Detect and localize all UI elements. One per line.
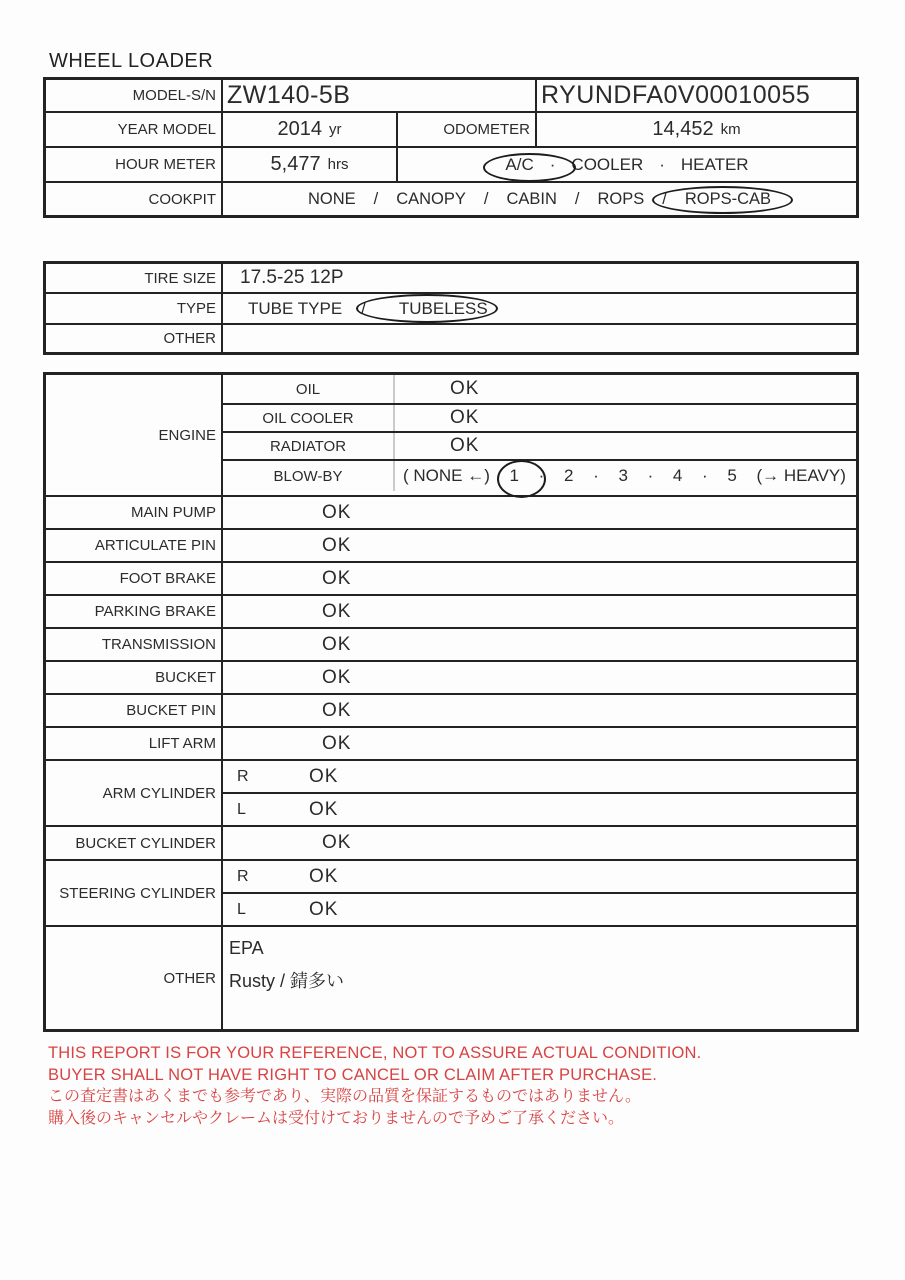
ok-value: OK	[450, 407, 480, 428]
option-rops: ROPS	[597, 189, 645, 208]
odometer-unit: km	[720, 121, 741, 138]
ok-value: OK	[322, 501, 352, 523]
engine-blow-by-row	[223, 461, 856, 491]
main-pump-value	[223, 497, 856, 528]
separator-slash: /	[361, 298, 366, 318]
option-tubeless: TUBELESS	[398, 298, 488, 318]
bucket-cylinder-row	[46, 827, 856, 861]
blow-by-scale	[395, 461, 856, 491]
blow-by-level-2: 2	[564, 466, 574, 485]
aircon-options	[398, 148, 856, 183]
steering-cylinder-left-row	[223, 894, 856, 925]
radiator-label: RADIATOR	[223, 433, 395, 459]
blow-by-level-5: 5	[727, 466, 737, 485]
cockpit-label: COOKPIT	[46, 183, 223, 215]
ok-value: OK	[322, 633, 352, 655]
separator-slash: /	[574, 189, 580, 208]
blow-by-level-3: 3	[618, 466, 628, 485]
arm-cylinder-block	[46, 761, 856, 827]
other-label: OTHER	[46, 927, 223, 1029]
lift-arm-value	[223, 728, 856, 759]
blow-by-level-1: 1	[509, 466, 520, 485]
bucket-cylinder-value	[223, 827, 856, 859]
steering-cylinder-label: STEERING CYLINDER	[46, 861, 223, 925]
inspection-table	[43, 372, 859, 1032]
hour-number: 5,477	[270, 153, 321, 175]
table-row	[46, 497, 856, 530]
year-number: 2014	[277, 118, 322, 140]
ok-value: OK	[322, 699, 352, 721]
bucket-cylinder-label: BUCKET CYLINDER	[46, 827, 223, 859]
serial-number-value: RYUNDFA0V00010055	[537, 80, 856, 113]
option-cooler: COOLER	[571, 154, 644, 174]
ok-value: OK	[450, 435, 480, 456]
bucket-value	[223, 662, 856, 693]
option-heater: HEATER	[680, 154, 749, 174]
articulate-pin-value	[223, 530, 856, 561]
table-row	[46, 695, 856, 728]
foot-brake-value	[223, 563, 856, 594]
tire-type-options	[223, 294, 856, 323]
cockpit-options	[223, 183, 856, 215]
page-title: WHEEL LOADER	[49, 50, 214, 72]
tire-size-label: TIRE SIZE	[46, 264, 223, 292]
left-label: L	[237, 900, 246, 918]
ok-value: OK	[322, 600, 352, 622]
tire-size-value: 17.5-25 12P	[240, 267, 344, 288]
arm-cylinder-label: ARM CYLINDER	[46, 761, 223, 825]
option-cabin: CABIN	[506, 189, 557, 208]
steering-cylinder-right-row	[223, 861, 856, 894]
transmission-label: TRANSMISSION	[46, 629, 223, 660]
arm-cylinder-subrows	[223, 761, 856, 825]
separator-slash: /	[483, 189, 489, 208]
engine-oil-cooler-row	[223, 405, 856, 433]
engine-label: ENGINE	[46, 375, 223, 495]
transmission-value	[223, 629, 856, 660]
model-sn-label: MODEL-S/N	[46, 80, 223, 113]
left-label: L	[237, 800, 246, 818]
ok-value: OK	[309, 798, 339, 820]
main-pump-label: MAIN PUMP	[46, 497, 223, 528]
oil-value	[395, 375, 856, 403]
table-row	[46, 629, 856, 662]
engine-block	[46, 375, 856, 497]
bucket-pin-label: BUCKET PIN	[46, 695, 223, 726]
disclaimer-line-3: この査定書はあくまでも参考であり、実際の品質を保証するものではありません。	[48, 1088, 641, 1105]
separator-dot: ·	[538, 466, 545, 485]
blow-by-heavy-end: (→ HEAVY)	[756, 466, 846, 485]
ok-value: OK	[322, 567, 352, 589]
steering-cylinder-subrows	[223, 861, 856, 925]
year-model-label: YEAR MODEL	[46, 113, 223, 148]
oil-label: OIL	[223, 375, 395, 403]
table-row	[46, 662, 856, 695]
oil-cooler-label: OIL COOLER	[223, 405, 395, 431]
blow-by-none-end: ( NONE ←)	[403, 466, 490, 485]
parking-brake-label: PARKING BRAKE	[46, 596, 223, 627]
ok-value: OK	[322, 666, 352, 688]
separator-slash: /	[373, 189, 379, 208]
arm-cylinder-left-row	[223, 794, 856, 825]
tire-other-value	[223, 325, 856, 352]
ok-value: OK	[309, 898, 339, 920]
engine-radiator-row	[223, 433, 856, 461]
separator-dot: ·	[647, 466, 654, 485]
tire-other-label: OTHER	[46, 325, 223, 352]
option-canopy: CANOPY	[396, 189, 466, 208]
model-value: ZW140-5B	[223, 80, 537, 113]
ok-value: OK	[309, 865, 339, 887]
disclaimer-line-2: BUYER SHALL NOT HAVE RIGHT TO CANCEL OR CLAIM AFTER PURCHASE.	[48, 1066, 658, 1084]
option-ac: A/C	[505, 154, 534, 174]
ok-value: OK	[309, 765, 339, 787]
disclaimer-line-4: 購入後のキャンセルやクレームは受付けておりませんので予めご了承ください。	[48, 1110, 625, 1127]
disclaimer-line-1: THIS REPORT IS FOR YOUR REFERENCE, NOT TO ASSURE ACTUAL CONDITION.	[48, 1044, 702, 1062]
other-notes-block	[46, 927, 856, 1029]
oil-cooler-value	[395, 405, 856, 431]
hour-unit: hrs	[327, 156, 349, 173]
right-label: R	[237, 867, 249, 885]
year-unit: yr	[329, 121, 342, 138]
other-notes	[223, 927, 856, 1029]
hour-meter-value	[223, 148, 398, 183]
blow-by-label: BLOW-BY	[223, 461, 395, 491]
ok-value: OK	[322, 534, 352, 556]
lift-arm-label: LIFT ARM	[46, 728, 223, 759]
tire-type-row	[46, 294, 856, 325]
table-row	[46, 563, 856, 596]
table-row	[46, 530, 856, 563]
table-row	[46, 596, 856, 629]
engine-oil-row	[223, 375, 856, 405]
option-rops-cab: ROPS-CAB	[684, 189, 772, 208]
parking-brake-value	[223, 596, 856, 627]
bucket-label: BUCKET	[46, 662, 223, 693]
tire-size-row	[46, 264, 856, 294]
machine-header-table	[43, 77, 859, 218]
odometer-number: 14,452	[652, 118, 714, 140]
year-model-value	[223, 113, 398, 148]
other-note-epa: EPA	[229, 938, 264, 958]
blow-by-level-4: 4	[672, 466, 683, 485]
articulate-pin-label: ARTICULATE PIN	[46, 530, 223, 561]
engine-subrows	[223, 375, 856, 495]
ok-value: OK	[322, 732, 352, 754]
arm-cylinder-right-row	[223, 761, 856, 794]
ok-value: OK	[450, 378, 480, 399]
odometer-label: ODOMETER	[398, 113, 537, 148]
foot-brake-label: FOOT BRAKE	[46, 563, 223, 594]
odometer-value	[537, 113, 856, 148]
separator-slash: /	[662, 189, 667, 208]
right-label: R	[237, 767, 249, 785]
steering-cylinder-block	[46, 861, 856, 927]
disclaimer	[48, 1042, 701, 1130]
tire-type-label: TYPE	[46, 294, 223, 323]
ok-value: OK	[322, 832, 352, 853]
other-note-rusty: Rusty / 錆多い	[229, 971, 345, 991]
separator-dot: ·	[659, 154, 665, 174]
tire-other-row	[46, 325, 856, 352]
bucket-pin-value	[223, 695, 856, 726]
separator-dot: ·	[593, 466, 599, 485]
separator-dot: ·	[549, 154, 556, 174]
table-row	[46, 728, 856, 761]
option-none: NONE	[307, 189, 356, 208]
hour-meter-label: HOUR METER	[46, 148, 223, 183]
separator-dot: ·	[702, 466, 708, 485]
tire-table	[43, 261, 859, 355]
radiator-value	[395, 433, 856, 459]
option-tube-type: TUBE TYPE	[248, 298, 343, 318]
